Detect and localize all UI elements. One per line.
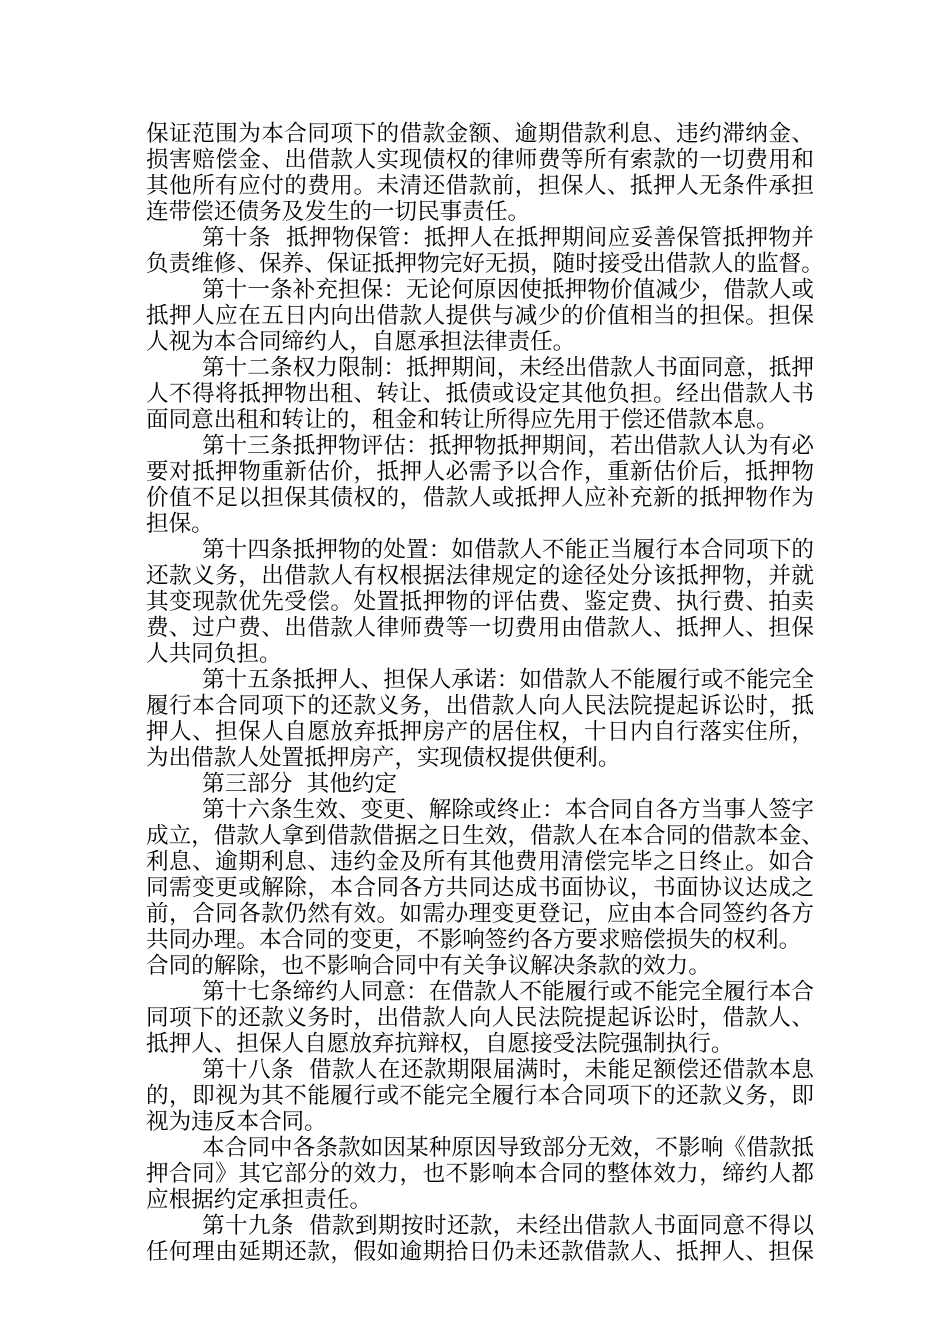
- text-line: 共同办理。本合同的变更，不影响签约各方要求赔偿损失的权利。: [146, 927, 802, 953]
- text-line: 人共同负担。: [146, 641, 282, 667]
- text-line: 要对抵押物重新估价，抵押人必需予以合作，重新估价后，抵押物: [146, 459, 814, 485]
- text-line: 利息、逾期利息、违约金及所有其他费用清偿完毕之日终止。如合: [146, 849, 814, 875]
- text-line: 第十八条 借款人在还款期限届满时，未能足额偿还借款本息: [202, 1057, 814, 1083]
- text-line: 抵押人、担保人自愿放弃抗辩权，自愿接受法院强制执行。: [146, 1031, 734, 1057]
- text-line: 还款义务，出借款人有权根据法律规定的途径处分该抵押物，并就: [146, 563, 814, 589]
- text-line: 第十二条权力限制：抵押期间，未经出借款人书面同意，抵押: [202, 355, 814, 381]
- text-line: 第十九条 借款到期按时还款，未经出借款人书面同意不得以: [202, 1213, 814, 1239]
- text-line: 押合同》其它部分的效力，也不影响本合同的整体效力，缔约人都: [146, 1161, 814, 1187]
- text-line: 损害赔偿金、出借款人实现债权的律师费等所有索款的一切费用和: [146, 147, 814, 173]
- text-line: 其他所有应付的费用。未清还借款前，担保人、抵押人无条件承担: [146, 173, 814, 199]
- text-line: 应根据约定承担责任。: [146, 1187, 372, 1213]
- text-line: 价值不足以担保其债权的，借款人或抵押人应补充新的抵押物作为: [146, 485, 814, 511]
- text-line: 第十六条生效、变更、解除或终止：本合同自各方当事人签字: [202, 797, 814, 823]
- text-line: 前，合同各款仍然有效。如需办理变更登记，应由本合同签约各方: [146, 901, 814, 927]
- text-line: 第十三条抵押物评估：抵押物抵押期间，若出借款人认为有必: [202, 433, 814, 459]
- text-line: 连带偿还债务及发生的一切民事责任。: [146, 199, 531, 225]
- text-line: 人视为本合同缔约人，自愿承担法律责任。: [146, 329, 576, 355]
- text-line: 第十七条缔约人同意：在借款人不能履行或不能完全履行本合: [202, 979, 814, 1005]
- text-line: 第十条 抵押物保管：抵押人在抵押期间应妥善保管抵押物并: [202, 225, 814, 251]
- text-line: 其变现款优先受偿。处置抵押物的评估费、鉴定费、执行费、拍卖: [146, 589, 814, 615]
- text-line: 成立，借款人拿到借款借据之日生效，借款人在本合同的借款本金、: [146, 823, 824, 849]
- text-line: 面同意出租和转让的，租金和转让所得应先用于偿还借款本息。: [146, 407, 779, 433]
- document-page: [146, 121, 824, 1265]
- text-line: 同项下的还款义务时，出借款人向人民法院提起诉讼时，借款人、: [146, 1005, 814, 1031]
- text-line: 人不得将抵押物出租、转让、抵债或设定其他负担。经出借款人书: [146, 381, 814, 407]
- text-line: 负责维修、保养、保证抵押物完好无损，随时接受出借款人的监督。: [146, 251, 824, 277]
- text-line: 保证范围为本合同项下的借款金额、逾期借款利息、违约滞纳金、: [146, 121, 814, 147]
- text-line: 第三部分 其他约定: [202, 771, 398, 797]
- text-line: 同需变更或解除，本合同各方共同达成书面协议，书面协议达成之: [146, 875, 814, 901]
- text-line: 任何理由延期还款，假如逾期拾日仍未还款借款人、抵押人、担保: [146, 1239, 814, 1265]
- text-line: 本合同中各条款如因某种原因导致部分无效，不影响《借款抵: [202, 1135, 814, 1161]
- text-line: 担保。: [146, 511, 214, 537]
- text-line: 履行本合同项下的还款义务，出借款人向人民法院提起诉讼时，抵: [146, 693, 814, 719]
- text-line: 合同的解除，也不影响合同中有关争议解决条款的效力。: [146, 953, 711, 979]
- text-line: 费、过户费、出借款人律师费等一切费用由借款人、抵押人、担保: [146, 615, 814, 641]
- text-line: 视为违反本合同。: [146, 1109, 327, 1135]
- text-line: 第十一条补充担保：无论何原因使抵押物价值减少，借款人或: [202, 277, 814, 303]
- text-line: 的，即视为其不能履行或不能完全履行本合同项下的还款义务，即: [146, 1083, 814, 1109]
- text-line: 押人、担保人自愿放弃抵押房产的居住权，十日内自行落实住所，: [146, 719, 814, 745]
- text-line: 抵押人应在五日内向出借款人提供与减少的价值相当的担保。担保: [146, 303, 814, 329]
- text-line: 为出借款人处置抵押房产，实现债权提供便利。: [146, 745, 621, 771]
- text-line: 第十五条抵押人、担保人承诺：如借款人不能履行或不能完全: [202, 667, 814, 693]
- text-line: 第十四条抵押物的处置：如借款人不能正当履行本合同项下的: [202, 537, 814, 563]
